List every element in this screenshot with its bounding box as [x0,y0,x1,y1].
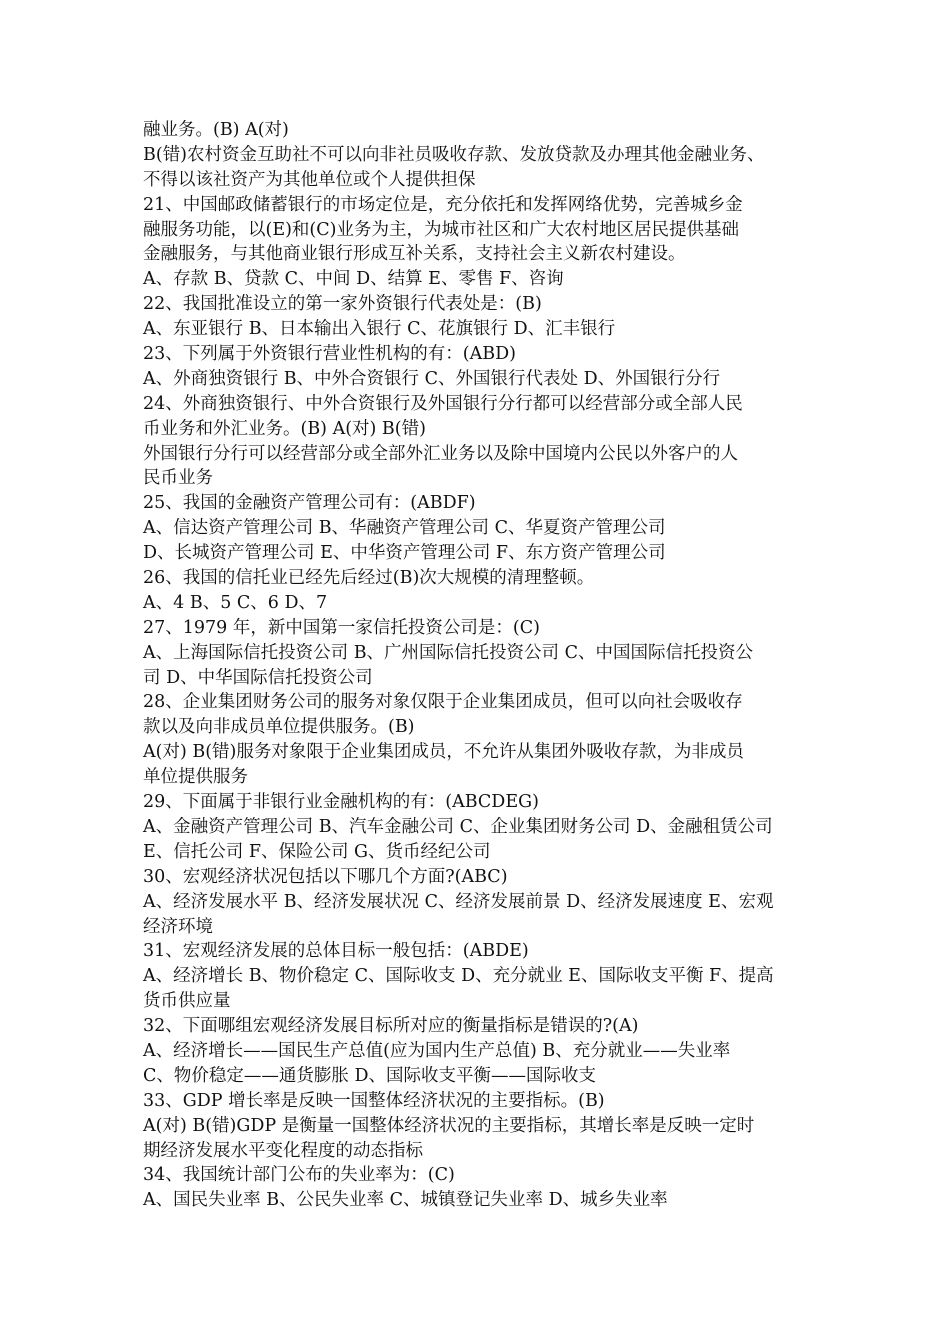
text-line: 25、我国的金融资产管理公司有：(ABDF) [143,493,476,514]
text-line: 31、宏观经济发展的总体目标一般包括：(ABDE) [143,941,529,962]
text-line: A、金融资产管理公司 B、汽车金融公司 C、企业集团财务公司 D、金融租赁公司 [143,816,773,837]
text-line: 外国银行分行可以经营部分或全部外汇业务以及除中国境内公民以外客户的人 [143,443,738,464]
text-line: 30、宏观经济状况包括以下哪几个方面?(ABC) [143,866,508,887]
text-line: 款以及向非成员单位提供服务。(B) [143,717,415,738]
text-line: 民币业务 [143,468,213,489]
text-line: A、经济发展水平 B、经济发展状况 C、经济发展前景 D、经济发展速度 E、宏观 [143,891,774,912]
text-line: 期经济发展水平变化程度的动态指标 [143,1140,423,1161]
text-line: 26、我国的信托业已经先后经过(B)次大规模的清理整顿。 [143,568,595,589]
text-line: A、上海国际信托投资公司 B、广州国际信托投资公司 C、中国国际信托投资公 [143,642,754,663]
text-line: 金融服务，与其他商业银行形成互补关系，支持社会主义新农村建设。 [143,244,686,265]
text-line: 司 D、中华国际信托投资公司 [143,667,373,688]
text-line: 33、GDP 增长率是反映一国整体经济状况的主要指标。(B) [143,1090,605,1111]
text-line: A、东亚银行 B、日本输出入银行 C、花旗银行 D、汇丰银行 [143,319,616,340]
text-line: 29、下面属于非银行业金融机构的有：(ABCDEG) [143,792,539,813]
text-line: 21、中国邮政储蓄银行的市场定位是，充分依托和发挥网络优势，完善城乡金 [143,194,743,215]
text-line: A、国民失业率 B、公民失业率 C、城镇登记失业率 D、城乡失业率 [143,1190,668,1211]
text-line: 28、企业集团财务公司的服务对象仅限于企业集团成员，但可以向社会吸收存 [143,692,743,713]
text-line: 融服务功能，以(E)和(C)业务为主，为城市社区和广大农村地区居民提供基础 [143,219,739,240]
text-line: 融业务。(B) A(对) [143,120,289,140]
text-line: B(错)农村资金互助社不可以向非社员吸收存款、发放贷款及办理其他金融业务、 [143,144,765,165]
text-line: A、4 B、5 C、6 D、7 [143,592,328,613]
text-line: A、经济增长 B、物价稳定 C、国际收支 D、充分就业 E、国际收支平衡 F、提高 [143,966,774,987]
text-line: A(对) B(错)服务对象限于企业集团成员，不允许从集团外吸收存款，为非成员 [143,742,744,763]
text-line: E、信托公司 F、保险公司 G、货币经纪公司 [143,841,491,862]
text-line: 27、1979 年，新中国第一家信托投资公司是：(C) [143,617,540,638]
text-line: A、经济增长——国民生产总值(应为国内生产总值) B、充分就业——失业率 [143,1040,731,1061]
text-line: 23、下列属于外资银行营业性机构的有：(ABD) [143,344,516,365]
text-line: A、存款 B、贷款 C、中间 D、结算 E、零售 F、咨询 [143,269,564,290]
text-line: A、外商独资银行 B、中外合资银行 C、外国银行代表处 D、外国银行分行 [143,368,721,389]
text-line: 24、外商独资银行、中外合资银行及外国银行分行都可以经营部分或全部人民 [143,393,743,414]
text-line: 单位提供服务 [143,767,248,788]
document-text-body [143,118,823,1213]
text-line: A(对) B(错)GDP 是衡量一国整体经济状况的主要指标，其增长率是反映一定时 [143,1115,755,1136]
text-line: A、信达资产管理公司 B、华融资产管理公司 C、华夏资产管理公司 [143,518,666,539]
text-line: 经济环境 [143,916,213,937]
text-line: D、长城资产管理公司 E、中华资产管理公司 F、东方资产管理公司 [143,543,666,564]
text-line: 34、我国统计部门公布的失业率为：(C) [143,1165,455,1186]
text-line: 币业务和外汇业务。(B) A(对) B(错) [143,418,426,439]
text-line: 货币供应量 [143,991,231,1012]
text-line: 32、下面哪组宏观经济发展目标所对应的衡量指标是错误的?(A) [143,1016,639,1037]
text-line: 不得以该社资产为其他单位或个人提供担保 [143,169,476,190]
text-line: C、物价稳定——通货膨胀 D、国际收支平衡——国际收支 [143,1065,596,1086]
text-line: 22、我国批准设立的第一家外资银行代表处是：(B) [143,294,542,315]
